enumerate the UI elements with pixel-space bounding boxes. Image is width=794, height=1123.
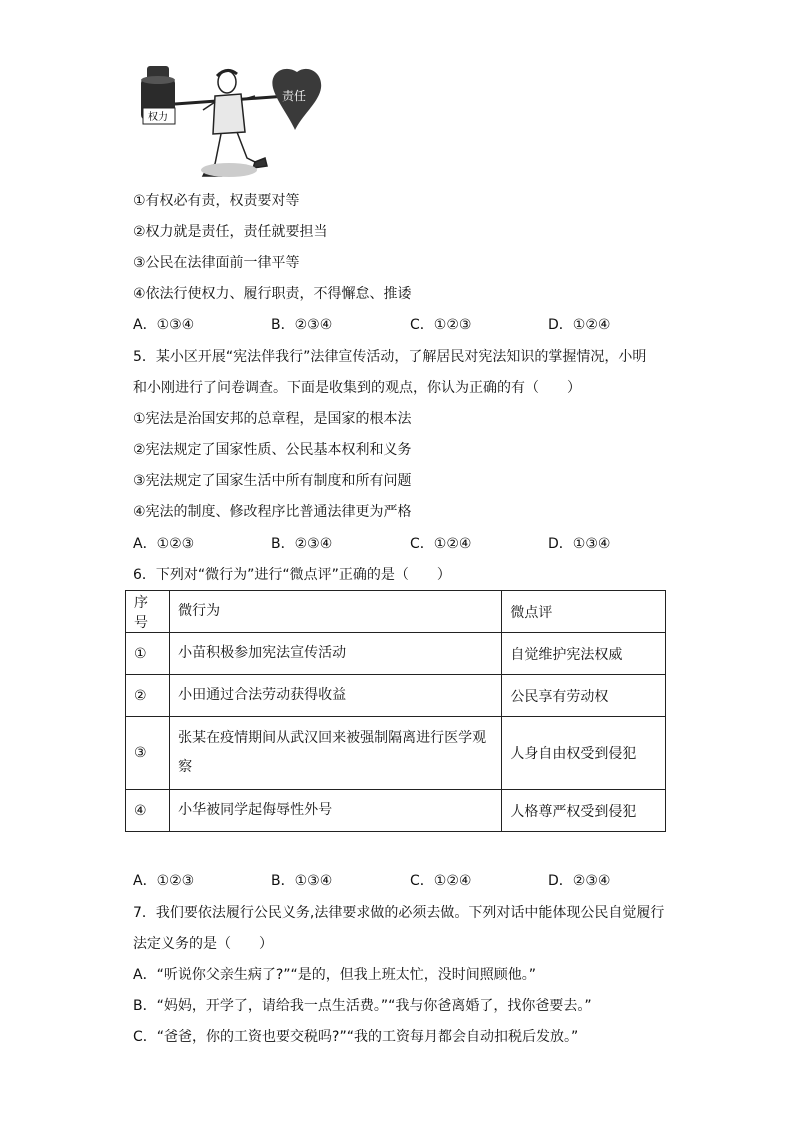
- q6-option-b[interactable]: B．①③④: [271, 873, 333, 889]
- power-responsibility-cartoon: [137, 66, 323, 180]
- q6-stem: 6．下列对“微行为”进行“微点评”正确的是（ ）: [133, 567, 451, 583]
- table-row: [126, 790, 666, 832]
- q5-option-b[interactable]: B．②③④: [271, 536, 333, 552]
- q7-option-b[interactable]: B．“妈妈，开学了，请给我一点生活费。”“我与你爸离婚了，找你爸要去。”: [133, 998, 592, 1014]
- q4-statement-1: ①有权必有责，权责要对等: [133, 193, 300, 209]
- q5-option-c[interactable]: C．①②④: [410, 536, 472, 552]
- q6-table: [125, 590, 666, 832]
- responsibility-label: 责任: [282, 89, 307, 103]
- q4-statement-4: ④依法行使权力、履行职责，不得懈怠、推诿: [133, 286, 412, 302]
- row-behavior: 小苗积极参加宪法宣传活动: [170, 633, 502, 675]
- table-row: [126, 675, 666, 717]
- q4-option-a[interactable]: A．①③④: [133, 317, 195, 333]
- table-header-row: [126, 591, 666, 633]
- q7-stem-line1: 7．我们要依法履行公民义务,法律要求做的必须去做。下列对话中能体现公民自觉履行: [133, 905, 665, 921]
- table-row: [126, 717, 666, 790]
- q4-statement-2: ②权力就是责任，责任就要担当: [133, 224, 328, 240]
- row-index: ②: [126, 675, 170, 717]
- q7-option-c[interactable]: C．“爸爸，你的工资也要交税吗?”“我的工资每月都会自动扣税后发放。”: [133, 1029, 579, 1045]
- q7-option-a[interactable]: A．“听说你父亲生病了?”“是的，但我上班太忙，没时间照顾他。”: [133, 967, 537, 983]
- row-comment: 公民享有劳动权: [502, 675, 666, 717]
- q6-option-d[interactable]: D．②③④: [548, 873, 611, 889]
- header-index: 序号: [126, 591, 170, 633]
- row-behavior: 小田通过合法劳动获得收益: [170, 675, 502, 717]
- row-index: ①: [126, 633, 170, 675]
- q5-statement-3: ③宪法规定了国家生活中所有制度和所有问题: [133, 473, 412, 489]
- q4-option-b[interactable]: B．②③④: [271, 317, 333, 333]
- row-comment: 人身自由权受到侵犯: [502, 717, 666, 790]
- q5-statement-2: ②宪法规定了国家性质、公民基本权利和义务: [133, 442, 412, 458]
- q5-option-d[interactable]: D．①③④: [548, 536, 611, 552]
- power-label: 权力: [148, 112, 168, 123]
- header-behavior: 微行为: [170, 591, 502, 633]
- q4-option-d[interactable]: D．①②④: [548, 317, 611, 333]
- q5-statement-1: ①宪法是治国安邦的总章程，是国家的根本法: [133, 411, 412, 427]
- q5-stem-line2: 和小刚进行了问卷调查。下面是收集到的观点，你认为正确的有（ ）: [133, 380, 581, 396]
- person-icon: [175, 70, 287, 177]
- row-index: ③: [126, 717, 170, 790]
- q6-option-a[interactable]: A．①②③: [133, 873, 195, 889]
- q4-option-c[interactable]: C．①②③: [410, 317, 472, 333]
- q6-option-c[interactable]: C．①②④: [410, 873, 472, 889]
- header-comment: 微点评: [502, 591, 666, 633]
- table-row: [126, 633, 666, 675]
- q5-stem-line1: 5．某小区开展“宪法伴我行”法律宣传活动，了解居民对宪法知识的掌握情况，小明: [133, 349, 647, 365]
- row-comment: 人格尊严权受到侵犯: [502, 790, 666, 832]
- row-behavior: 小华被同学起侮辱性外号: [170, 790, 502, 832]
- q5-option-a[interactable]: A．①②③: [133, 536, 195, 552]
- q7-stem-line2: 法定义务的是（ ）: [133, 936, 273, 952]
- q5-statement-4: ④宪法的制度、修改程序比普通法律更为严格: [133, 504, 412, 520]
- q4-statement-3: ③公民在法律面前一律平等: [133, 255, 300, 271]
- row-index: ④: [126, 790, 170, 832]
- row-comment: 自觉维护宪法权威: [502, 633, 666, 675]
- row-behavior: 张某在疫情期间从武汉回来被强制隔离进行医学观察: [170, 717, 502, 790]
